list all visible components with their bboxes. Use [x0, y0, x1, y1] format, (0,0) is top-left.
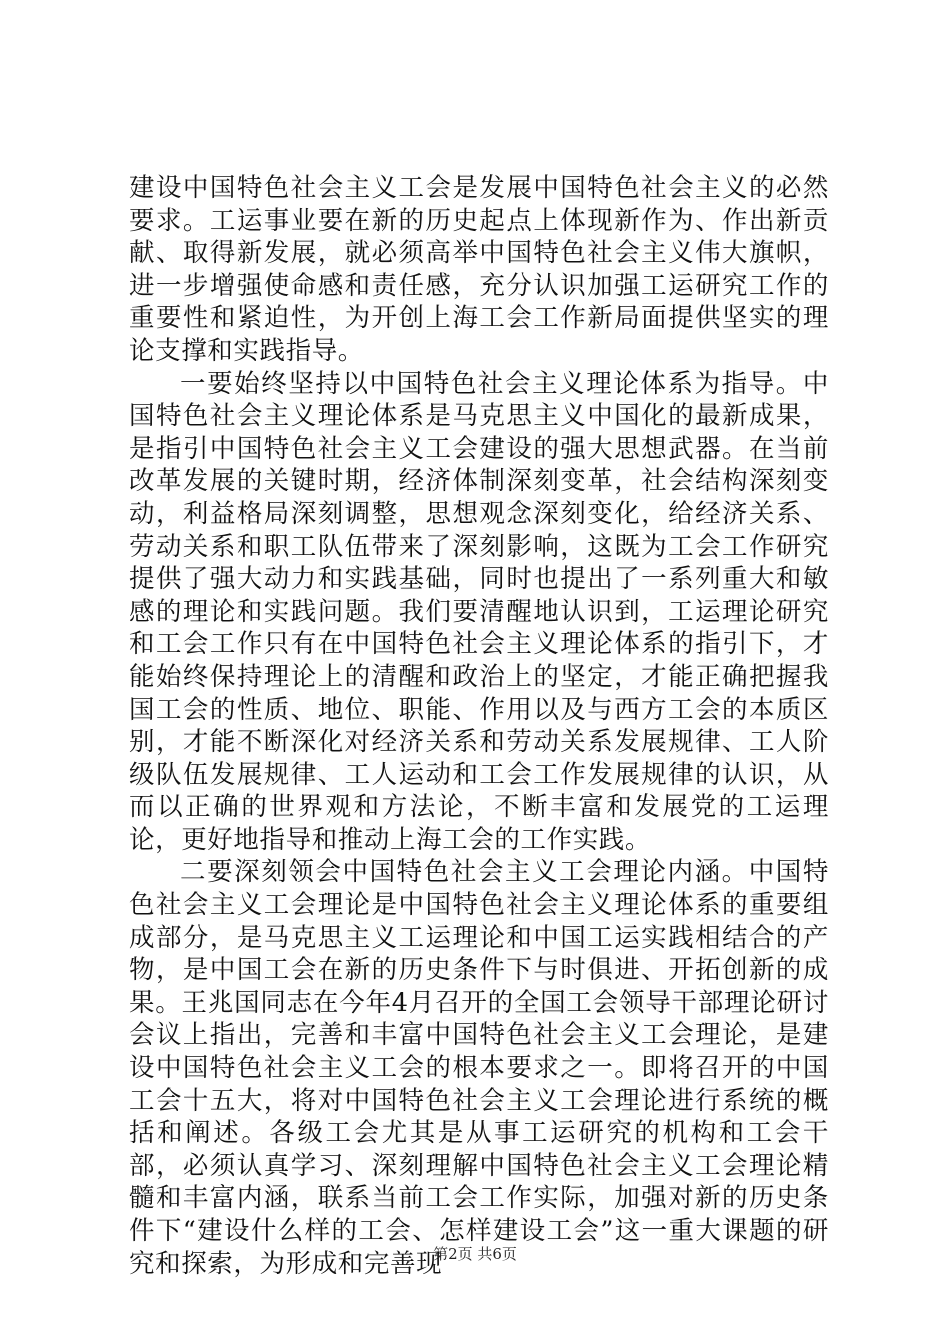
paragraph-point-one: 一要始终坚持以中国特色社会主义理论体系为指导。中国特色社会主义理论体系是马克思主义中国化的最新成果，是指引中国特色社会主义工会建设的强大思想武器。在当前改革发展的关键时期，经济体制深刻变革，社会结构深刻变动，利益格局深刻调整，思想观念深刻变化，给经济关系、劳动关系和职工队伍带来了深刻影响，这既为工会工作研究提供了强大动力和实践基础，同时也提出了一系列重大和敏感的理论和实践问题。我们要清醒地认识到，工运理论研究和工会工作只有在中国特色社会主义理论体系的指引下，才能始终保持理论上的清醒和政治上的坚定，才能正确把握我国工会的性质、地位、职能、作用以及与西方工会的本质区别，才能不断深化对经济关系和劳动关系发展规律、工人阶级队伍发展规律、工人运动和工会工作发展规律的认识，从而以正确的世界观和方法论，不断丰富和发展党的工运理论，更好地指导和推动上海工会的工作实践。: [129, 368, 829, 855]
paragraph-point-two: 二要深刻领会中国特色社会主义工会理论内涵。中国特色社会主义工会理论是中国特色社会主义理论体系的重要组成部分，是马克思主义工运理论和中国工运实践相结合的产物，是中国工会在新的历史条件下与时俱进、开拓创新的成果。王兆国同志在今年4月召开的全国工会领导干部理论研讨会议上指出，完善和丰富中国特色社会主义工会理论，是建设中国特色社会主义工会的根本要求之一。即将召开的中国工会十五大，将对中国特色社会主义工会理论进行系统的概括和阐述。各级工会尤其是从事工运研究的机构和工会干部，必须认真学习、深刻理解中国特色社会主义工会理论精髓和丰富内涵，联系当前工会工作实际，加强对新的历史条件下“建设什么样的工会、怎样建设工会”这一重大课题的研究和探索，为形成和完善现: [129, 857, 829, 1279]
paragraph-intro: 建设中国特色社会主义工会是发展中国特色社会主义的必然要求。工运事业要在新的历史起点上体现新作为、作出新贡献、取得新发展，就必须高举中国特色社会主义伟大旗帜，进一步增强使命感和责任感，充分认识加强工运研究工作的重要性和紧迫性，为开创上海工会工作新局面提供坚实的理论支撑和实践指导。: [129, 173, 829, 366]
page-number-footer: 第2页 共6页: [433, 1245, 517, 1263]
document-body: [129, 172, 829, 1280]
